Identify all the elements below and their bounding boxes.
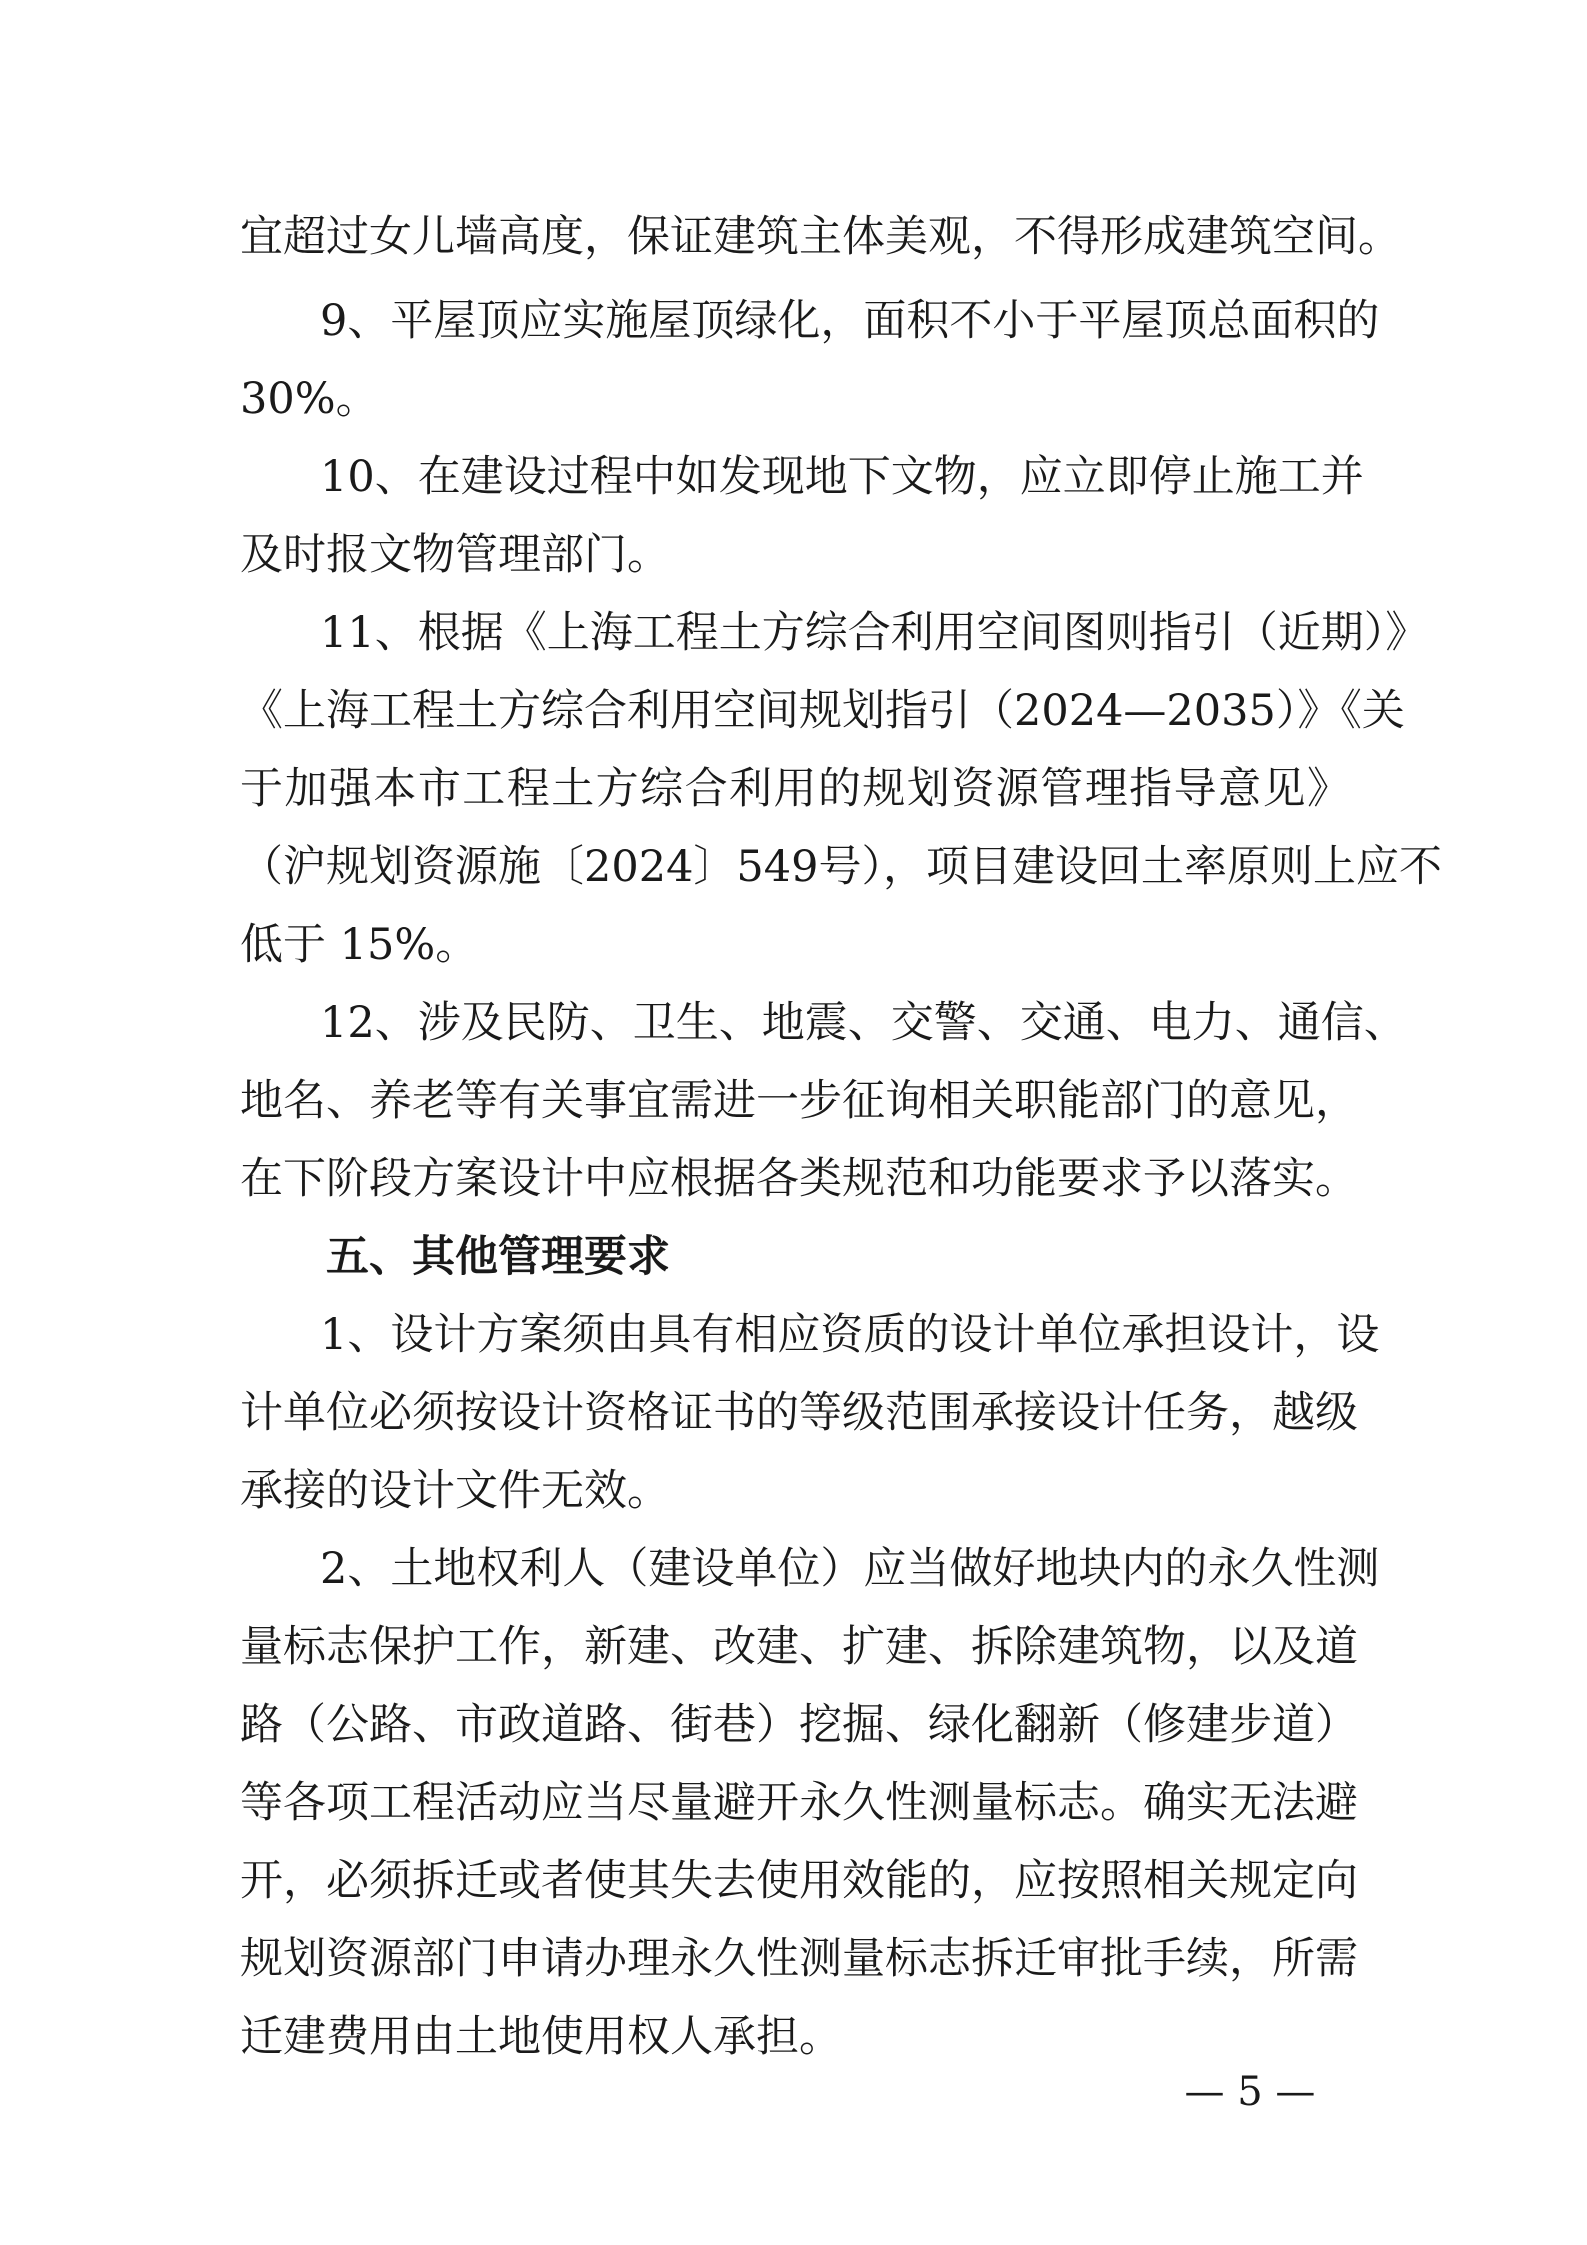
text-line: 地名、养老等有关事宜需进一步征询相关职能部门的意见，: [240, 1076, 1358, 1126]
text-line: 承接的设计文件无效。: [240, 1466, 670, 1516]
text-line: 等各项工程活动应当尽量避开永久性测量标志。确实无法避: [240, 1778, 1358, 1828]
text-line: 迁建费用由土地使用权人承担。: [240, 2012, 842, 2062]
text-line: 及时报文物管理部门。: [240, 530, 670, 580]
text-line: （沪规划资源施〔2024〕549号），项目建设回土率原则上应不: [240, 842, 1443, 892]
text-line: 9、平屋顶应实施屋顶绿化，面积不小于平屋顶总面积的: [320, 296, 1380, 346]
text-line: 10、在建设过程中如发现地下文物，应立即停止施工并: [320, 452, 1364, 502]
page-number: — 5 —: [1184, 2069, 1316, 2115]
text-line: 30%。: [240, 374, 379, 424]
text-line: 规划资源部门申请办理永久性测量标志拆迁审批手续，所需: [240, 1934, 1358, 1984]
text-line: 《上海工程土方综合利用空间规划指引（2024—2035）》《关: [240, 686, 1405, 736]
text-line: 2、土地权利人（建设单位）应当做好地块内的永久性测: [320, 1544, 1380, 1594]
text-line: 低于 15%。: [240, 920, 479, 970]
text-line: 路（公路、市政道路、街巷）挖掘、绿化翻新（修建步道）: [240, 1700, 1358, 1750]
text-line: 11、根据《上海工程土方综合利用空间图则指引（近期）》: [320, 608, 1429, 658]
text-line: 于加强本市工程土方综合利用的规划资源管理指导意见》: [240, 764, 1350, 814]
section-heading: 五、其他管理要求: [326, 1232, 670, 1282]
text-line: 在下阶段方案设计中应根据各类规范和功能要求予以落实。: [240, 1154, 1358, 1204]
text-line: 宜超过女儿墙高度，保证建筑主体美观，不得形成建筑空间。: [240, 212, 1401, 262]
text-line: 量标志保护工作，新建、改建、扩建、拆除建筑物，以及道: [240, 1622, 1358, 1672]
text-line: 12、涉及民防、卫生、地震、交警、交通、电力、通信、: [320, 998, 1407, 1048]
text-line: 计单位必须按设计资格证书的等级范围承接设计任务，越级: [240, 1388, 1358, 1438]
text-line: 开，必须拆迁或者使其失去使用效能的，应按照相关规定向: [240, 1856, 1358, 1906]
text-line: 1、设计方案须由具有相应资质的设计单位承担设计，设: [320, 1310, 1380, 1360]
